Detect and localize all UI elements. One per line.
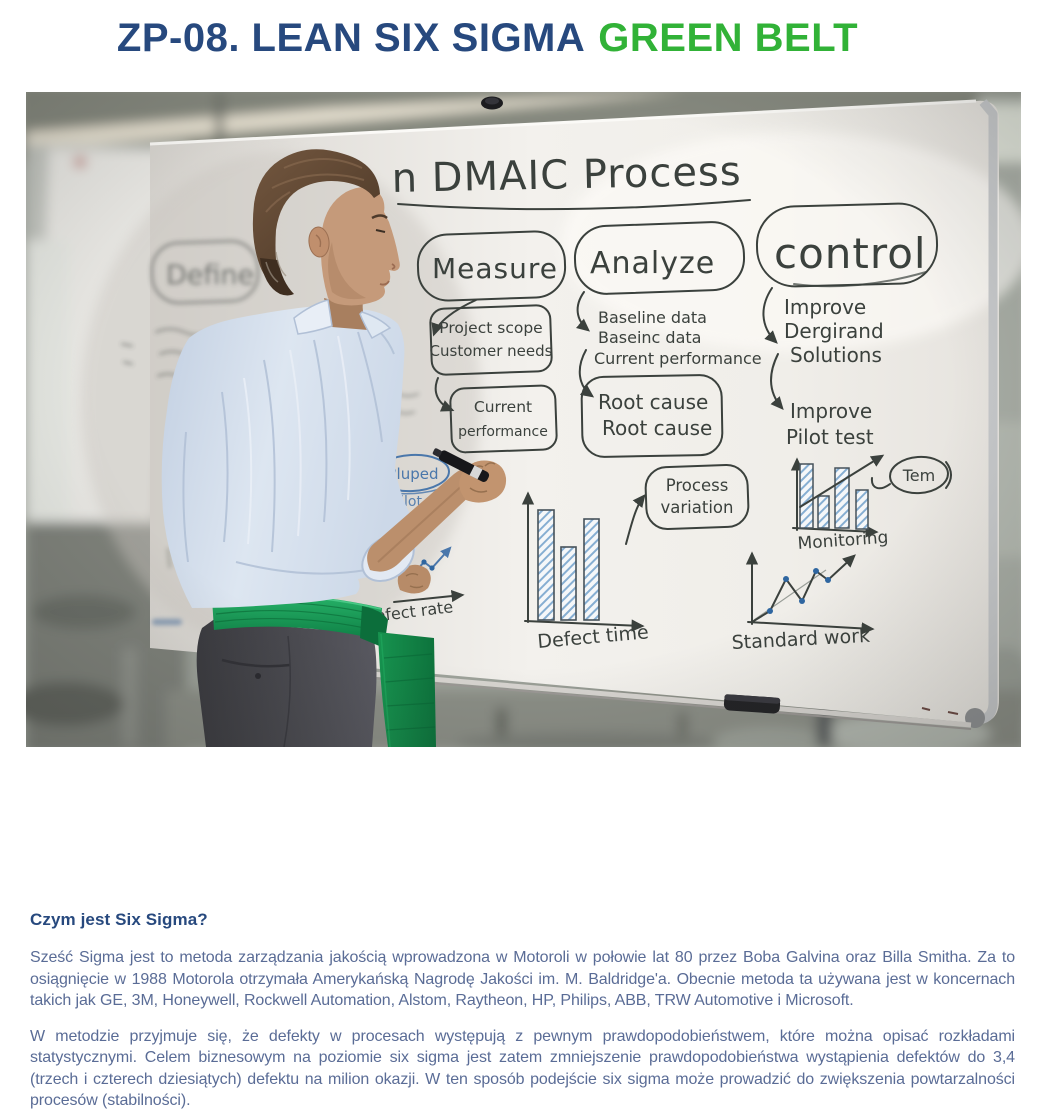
page-title-prefix: ZP-08. LEAN SIX SIGMA [116,16,586,60]
article-section [30,910,1015,1112]
page-header [0,0,1047,62]
photo-vignette [26,92,1021,747]
article-paragraph-2: W metodzie przyjmuje się, że defekty w procesach występują z pewnym prawdopodobieństwem, które można opisać rozkładami statystycznymi. Celem biznesowym na poziomie six sigma jest zatem zmniejszenie prawdopodobieństwa wystąpienia defektów do 3,4 (trzech i czterech dziesiątych) defektu na milion okazji. W ten sposób podejście six sigma może prowadzić do zwiększenia powtarzalności procesów (stabilności). [30,1027,1015,1109]
hero-photo-svg [26,92,1021,747]
article-heading: Czym jest Six Sigma? [30,910,208,929]
page-title-highlight: GREEN BELT [598,16,859,60]
hero-photo [26,92,1021,747]
article-paragraph-1: Sześć Sigma jest to metoda zarządzania jakością wprowadzona w Motoroli w połowie lat 80 przez Boba Galvina oraz Billa Smitha. Za to osiągnięcie w 1988 Motorola otrzymała Amerykańską Nagrodę Jakości im. M. Baldridge'a. Obecnie metoda ta używana jest w koncernach takich jak GE, 3M, Honeywell, Rockwell Automation, Alstom, Raytheon, HP, Philips, ABB, TRW Automotive i Microsoft. [30,949,1015,1009]
page-title [0,0,1011,62]
